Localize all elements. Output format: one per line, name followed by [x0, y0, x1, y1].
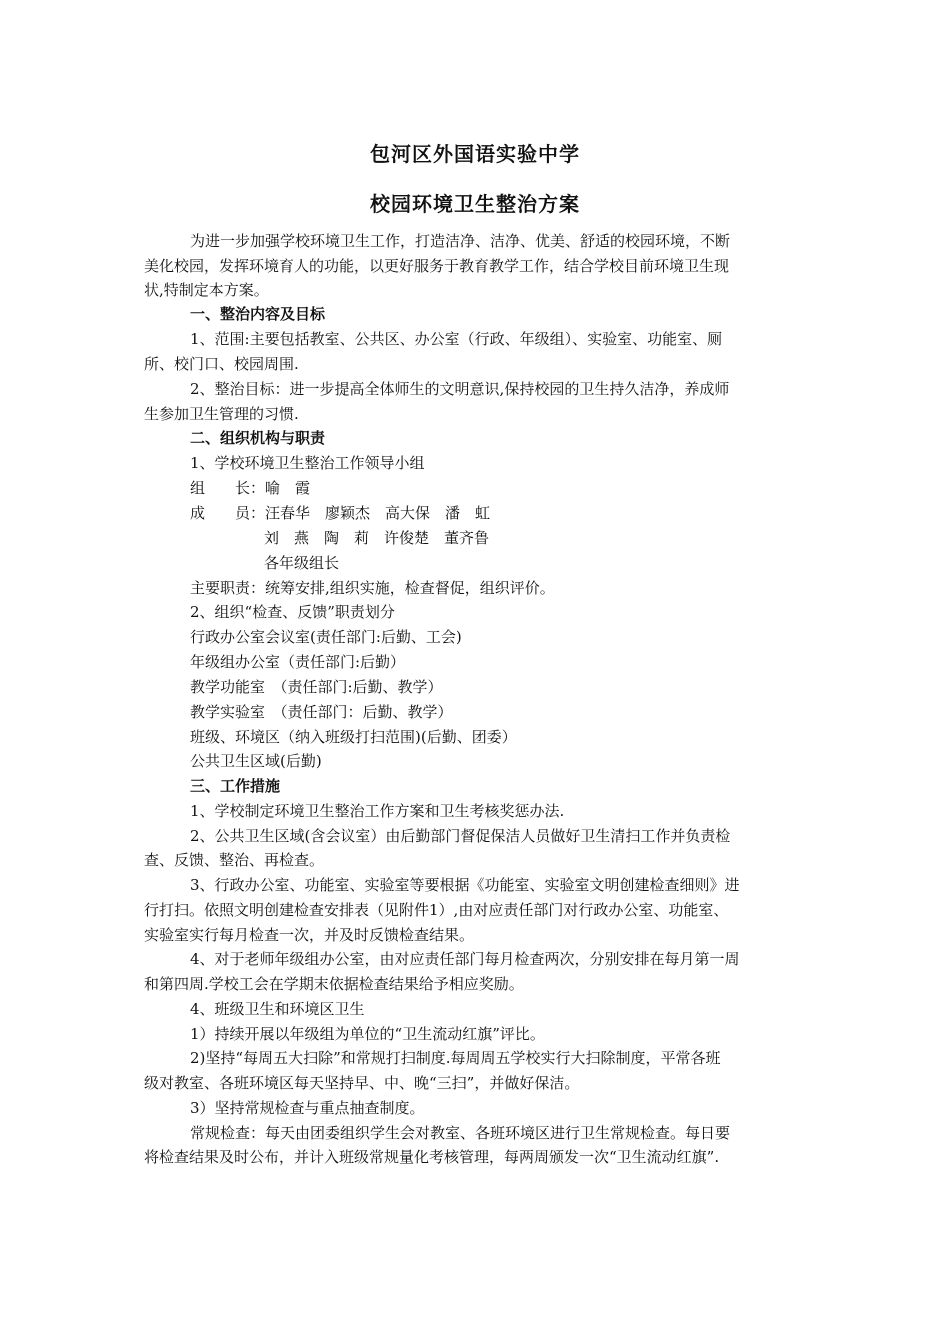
paragraph-line: 教学实验室 （责任部门：后勤、教学）: [190, 703, 453, 721]
paragraph-line: 为进一步加强学校环境卫生工作，打造洁净、洁净、优美、舒适的校园环境，不断: [190, 232, 731, 250]
members-line: 各年级组长: [264, 554, 340, 572]
members-line: 刘 燕 陶 莉 许俊楚 董齐鲁: [264, 529, 490, 547]
paragraph-line: 2、整治目标：进一步提高全体师生的文明意识,保持校园的卫生持久洁净，养成师: [190, 380, 730, 398]
section-heading-1: 一、整治内容及目标: [190, 305, 326, 323]
paragraph-line: 行政办公室会议室(责任部门:后勤、工会): [190, 628, 462, 646]
paragraph-line: 主要职责：统筹安排,组织实施，检查督促，组织评价。: [190, 579, 555, 597]
paragraph-line: 实验室实行每月检查一次，并及时反馈检查结果。: [144, 926, 475, 944]
document-title: 校园环境卫生整治方案: [370, 192, 580, 216]
paragraph-line: 4、班级卫生和环境区卫生: [190, 1000, 365, 1018]
members-line: 成 员：汪春华 廖颖杰 高大保 潘 虹: [190, 504, 491, 522]
paragraph-line: 状,特制定本方案。: [144, 281, 269, 299]
leader-line: 组 长：喻 霞: [190, 479, 311, 497]
paragraph-line: 4、对于老师年级组办公室，由对应责任部门每月检查两次，分别安排在每月第一周: [190, 950, 740, 968]
paragraph-line: 所、校门口、校园周围.: [144, 355, 299, 373]
section-heading-2: 二、组织机构与职责: [190, 429, 326, 447]
paragraph-line: 常规检查：每天由团委组织学生会对教室、各班环境区进行卫生常规检查。每日要: [190, 1124, 731, 1142]
paragraph-line: 公共卫生区域(后勤): [190, 752, 322, 770]
paragraph-line: 3）坚持常规检查与重点抽查制度。: [190, 1099, 425, 1117]
paragraph-line: 查、反馈、整治、再检查。: [144, 851, 325, 869]
paragraph-line: 2、公共卫生区域(含会议室）由后勤部门督促保洁人员做好卫生清扫工作并负责检: [190, 827, 731, 845]
paragraph-line: 1）持续开展以年级组为单位的“卫生流动红旗”评比。: [190, 1025, 545, 1043]
paragraph-line: 2)坚持“每周五大扫除”和常规打扫制度.每周周五学校实行大扫除制度，平常各班: [190, 1049, 721, 1067]
paragraph-line: 班级、环境区（纳入班级打扫范围)(后勤、团委）: [190, 728, 517, 746]
school-title: 包河区外国语实验中学: [370, 142, 580, 166]
paragraph-line: 1、学校环境卫生整治工作领导小组: [190, 454, 425, 472]
paragraph-line: 和第四周.学校工会在学期末依据检查结果给予相应奖励。: [144, 975, 524, 993]
paragraph-line: 1、学校制定环境卫生整治工作方案和卫生考核奖惩办法.: [190, 802, 565, 820]
paragraph-line: 行打扫。依照文明创建检查安排表（见附件1）,由对应责任部门对行政办公室、功能室、: [144, 901, 729, 919]
paragraph-line: 美化校园，发挥环境育人的功能，以更好服务于教育教学工作，结合学校目前环境卫生现: [144, 257, 730, 275]
paragraph-line: 1、范围:主要包括教室、公共区、办公室（行政、年级组）、实验室、功能室、厕: [190, 330, 723, 348]
paragraph-line: 将检查结果及时公布，并计入班级常规量化考核管理，每两周颁发一次“卫生流动红旗”.: [144, 1148, 720, 1166]
paragraph-line: 年级组办公室（责任部门:后勤）: [190, 653, 406, 671]
paragraph-line: 级对教室、各班环境区每天坚持早、中、晚“三扫”，并做好保洁。: [144, 1074, 580, 1092]
paragraph-line: 教学功能室 （责任部门:后勤、教学）: [190, 678, 443, 696]
paragraph-line: 3、行政办公室、功能室、实验室等要根据《功能室、实验室文明创建检查细则》进: [190, 876, 740, 894]
paragraph-line: 生参加卫生管理的习惯.: [144, 405, 299, 423]
section-heading-3: 三、工作措施: [190, 777, 281, 795]
paragraph-line: 2、组织“检查、反馈”职责划分: [190, 603, 395, 621]
